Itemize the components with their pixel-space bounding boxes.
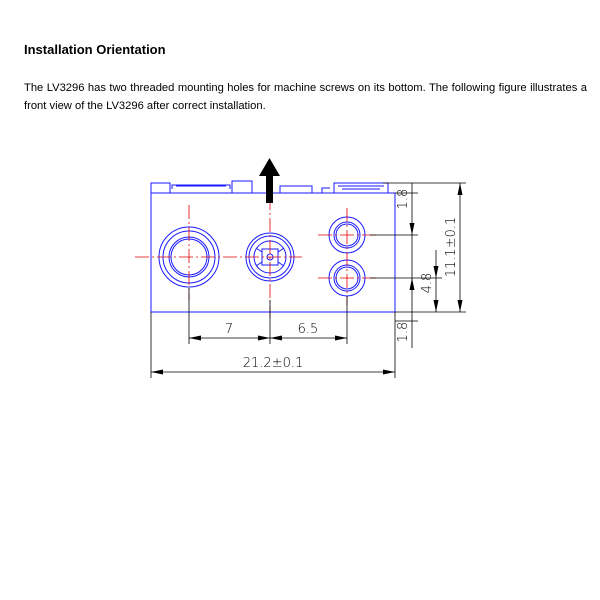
dimension-lines bbox=[151, 183, 466, 378]
dim-total-height: 11.1±0.1 bbox=[444, 216, 459, 278]
dim-hole-spacing: 4.8 bbox=[420, 272, 435, 294]
dim-top-margin: 1.8 bbox=[396, 188, 411, 210]
body-paragraph: The LV3296 has two threaded mounting holes for machine screws on its bottom. The following figure illustrates a front view of the LV3296 after correct installation. bbox=[24, 82, 587, 112]
dim-total-width: 21.2±0.1 bbox=[242, 356, 304, 371]
dim-bottom-margin: 1.8 bbox=[396, 321, 411, 343]
section-title: Installation Orientation bbox=[24, 42, 166, 57]
up-arrow-icon bbox=[259, 158, 280, 203]
dim-right-spacing: 6.5 bbox=[297, 322, 319, 337]
dimension-arrowheads bbox=[151, 183, 463, 375]
dim-left-spacing: 7 bbox=[224, 322, 234, 337]
